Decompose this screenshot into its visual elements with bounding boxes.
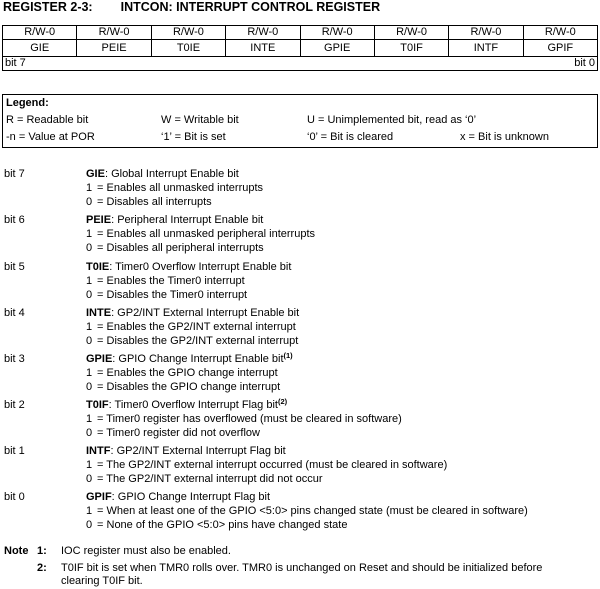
bit-description: [86, 261, 291, 274]
bit-label: bit 2: [4, 399, 25, 411]
bit-description: [86, 168, 239, 181]
bit-field-desc: : Peripheral Interrupt Enable bit: [111, 214, 264, 226]
bit-description: [86, 214, 263, 227]
bit-label: bit 6: [4, 214, 25, 226]
bit-field-name: GPIE: [86, 353, 113, 365]
option-zero: 0 = Disables the Timer0 interrupt: [86, 289, 248, 301]
register-title: [3, 0, 380, 14]
access-cell: R/W-0: [523, 26, 597, 40]
footnote-ref: (1): [283, 351, 293, 360]
option-zero: 0 = Disables the GPIO change interrupt: [86, 381, 281, 393]
bit-description: [86, 445, 286, 458]
bit-field-desc: : Global Interrupt Enable bit: [104, 168, 239, 180]
option-one: 1 = Timer0 register has overflowed (must be cleared in software): [86, 413, 402, 425]
option-zero: 0 = Timer0 register did not overflow: [86, 427, 260, 439]
bit-field-desc: : GP2/INT External Interrupt Flag bit: [110, 445, 286, 457]
option-one: 1 = Enables the GP2/INT external interrupt: [86, 321, 296, 333]
note-text: T0IF bit is set when TMR0 rolls over. TMR0 is unchanged on Reset and should be initialized before: [61, 562, 543, 574]
option-zero: 0 = Disables all interrupts: [86, 196, 212, 208]
bit-low-label: bit 0: [574, 57, 595, 69]
access-cell: R/W-0: [226, 26, 300, 40]
legend-heading: Legend:: [6, 97, 49, 109]
bit-name-cell: GPIE: [300, 40, 374, 57]
bit-field-name: GIE: [86, 168, 105, 180]
bit-high-label: bit 7: [5, 57, 26, 69]
bit-name-cell: GIE: [3, 40, 77, 57]
legend-writable: W = Writable bit: [161, 114, 239, 126]
legend-bit-cleared: ‘0’ = Bit is cleared: [307, 131, 394, 143]
bit-description: [86, 353, 293, 366]
bit-name-cell: PEIE: [77, 40, 151, 57]
bit-field-desc: : GPIO Change Interrupt Enable bit: [112, 353, 284, 365]
option-one: 1 = Enables the GPIO change interrupt: [86, 367, 278, 379]
bit-description: [86, 399, 287, 412]
option-one: 1 = Enables the Timer0 interrupt: [86, 275, 245, 287]
option-zero: 0 = None of the GPIO <5:0> pins have changed state: [86, 519, 348, 531]
legend-por: -n = Value at POR: [6, 131, 95, 143]
access-cell: R/W-0: [374, 26, 448, 40]
legend-unimplemented: U = Unimplemented bit, read as ‘0’: [307, 114, 477, 126]
bit-field-desc: : Timer0 Overflow Interrupt Flag bit: [108, 399, 278, 411]
bit-description: [86, 491, 270, 504]
bit-name-cell: T0IE: [151, 40, 225, 57]
bit-label: bit 7: [4, 168, 25, 180]
access-row: [3, 26, 598, 40]
note-text: IOC register must also be enabled.: [61, 545, 231, 557]
bit-field-name: GPIF: [86, 491, 112, 503]
bit-label: bit 1: [4, 445, 25, 457]
bit-position-row: [3, 57, 598, 71]
register-name: INTCON: INTERRUPT CONTROL REGISTER: [120, 0, 381, 14]
access-cell: R/W-0: [77, 26, 151, 40]
legend-box: [2, 94, 598, 148]
access-cell: R/W-0: [300, 26, 374, 40]
note-number: 2:: [37, 562, 47, 574]
legend-bit-set: ‘1’ = Bit is set: [161, 131, 226, 143]
bit-label: bit 4: [4, 307, 25, 319]
bit-field-name: INTE: [86, 307, 112, 319]
bit-name-cell: GPIF: [523, 40, 597, 57]
footnote-ref: (2): [277, 397, 288, 406]
bit-description: [86, 307, 299, 320]
legend-unknown: x = Bit is unknown: [460, 131, 549, 143]
notes-heading: Note: [4, 545, 29, 557]
option-one: 1 = Enables all unmasked interrupts: [86, 182, 264, 194]
option-one: 1 = When at least one of the GPIO <5:0> pins changed state (must be cleared in software): [86, 505, 528, 517]
access-cell: R/W-0: [3, 26, 77, 40]
legend-readable: R = Readable bit: [6, 114, 89, 126]
bit-field-desc: : Timer0 Overflow Interrupt Enable bit: [109, 261, 292, 273]
access-cell: R/W-0: [449, 26, 523, 40]
name-row: [3, 40, 598, 57]
bit-label: bit 5: [4, 261, 25, 273]
bit-position-cell: [3, 57, 598, 71]
bit-field-name: PEIE: [86, 214, 112, 226]
bit-label: bit 0: [4, 491, 25, 503]
bit-field-name: INTF: [86, 445, 111, 457]
register-bit-table: [2, 25, 598, 71]
option-zero: 0 = The GP2/INT external interrupt did not occur: [86, 473, 323, 485]
bit-name-cell: T0IF: [374, 40, 448, 57]
option-one: 1 = Enables all unmasked peripheral interrupts: [86, 228, 316, 240]
bit-name-cell: INTF: [449, 40, 523, 57]
register-id: REGISTER 2-3:: [3, 0, 93, 14]
bit-field-name: T0IE: [86, 261, 110, 273]
bit-name-cell: INTE: [226, 40, 300, 57]
note-number: 1:: [37, 545, 47, 557]
option-zero: 0 = Disables the GP2/INT external interrupt: [86, 335, 299, 347]
option-zero: 0 = Disables all peripheral interrupts: [86, 242, 264, 254]
bit-label: bit 3: [4, 353, 25, 365]
bit-field-desc: : GPIO Change Interrupt Flag bit: [111, 491, 271, 503]
access-cell: R/W-0: [151, 26, 225, 40]
note-text: clearing T0IF bit.: [61, 575, 143, 587]
bit-field-name: T0IF: [86, 399, 109, 411]
option-one: 1 = The GP2/INT external interrupt occurred (must be cleared in software): [86, 459, 448, 471]
bit-field-desc: : GP2/INT External Interrupt Enable bit: [111, 307, 300, 319]
